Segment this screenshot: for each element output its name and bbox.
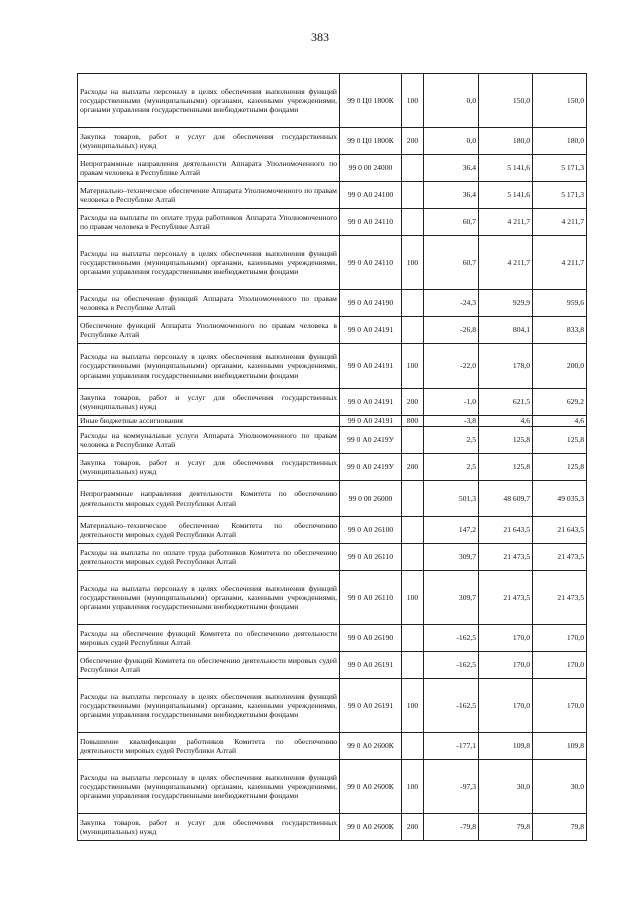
table-row: [78, 652, 587, 679]
row-description: Обеспечение функций Комитета по обеспечению деятельности мировых судей Республики Алтай: [78, 652, 340, 679]
row-expense-type: [402, 290, 424, 317]
row-amount-year-2: 79,8: [533, 814, 587, 841]
row-amount-year-1: 21 643,5: [479, 517, 533, 544]
row-target-code: 99 0 А0 26110: [340, 571, 402, 625]
row-description: Закупка товаров, работ и услуг для обеспечения государственных (муниципальных) нужд: [78, 128, 340, 155]
row-description: Расходы на выплаты по оплате труда работников Аппарата Уполномоченного по правам человека в Республике Алтай: [78, 209, 340, 236]
row-amount-year-2: 170,0: [533, 625, 587, 652]
row-target-code: 99 0 Ц0 1800К: [340, 74, 402, 128]
row-description: Расходы на коммунальные услуги Аппарата Уполномоченного по правам человека в Республике Алтай: [78, 427, 340, 454]
row-expense-type: [402, 544, 424, 571]
row-amount-year-1: 150,0: [479, 74, 533, 128]
row-target-code: 99 0 А0 26110: [340, 544, 402, 571]
table-row: [78, 236, 587, 290]
row-amount-year-1: 178,0: [479, 344, 533, 389]
row-expense-type: [402, 427, 424, 454]
row-expense-type: 100: [402, 760, 424, 814]
row-expense-type: [402, 733, 424, 760]
row-expense-type: 200: [402, 454, 424, 481]
row-target-code: 99 0 00 24000: [340, 155, 402, 182]
row-expense-type: 100: [402, 344, 424, 389]
row-description: Расходы на выплаты по оплате труда работников Комитета по обеспечению деятельности мировых судей Республики Алтай: [78, 544, 340, 571]
table-row: [78, 427, 587, 454]
row-change-amount: -79,8: [424, 814, 479, 841]
row-amount-year-2: 21 643,5: [533, 517, 587, 544]
row-amount-year-1: 170,0: [479, 625, 533, 652]
row-amount-year-2: 4 211,7: [533, 209, 587, 236]
row-target-code: 99 0 А0 24191: [340, 344, 402, 389]
row-amount-year-2: 109,8: [533, 733, 587, 760]
budget-table: [77, 73, 587, 841]
row-expense-type: [402, 517, 424, 544]
row-change-amount: 2,5: [424, 454, 479, 481]
row-target-code: 99 0 А0 24100: [340, 182, 402, 209]
row-change-amount: 309,7: [424, 544, 479, 571]
row-target-code: 99 0 А0 2600К: [340, 733, 402, 760]
table-row: [78, 517, 587, 544]
row-description: Повышение квалификации работников Комитета по обеспечению деятельности мировых судей Республики Алтай: [78, 733, 340, 760]
row-target-code: 99 0 А0 26191: [340, 679, 402, 733]
table-row: [78, 128, 587, 155]
row-amount-year-1: 929,9: [479, 290, 533, 317]
row-amount-year-1: 21 473,5: [479, 544, 533, 571]
row-amount-year-1: 804,1: [479, 317, 533, 344]
row-description: Расходы на выплаты персоналу в целях обеспечения выполнения функций государственными (муниципальными) органами, казенными учреждениями, органами управления государственными внебюджетными фондами: [78, 571, 340, 625]
row-target-code: 99 0 А0 24191: [340, 317, 402, 344]
row-target-code: 99 0 А0 26191: [340, 652, 402, 679]
row-amount-year-2: 49 035,3: [533, 481, 587, 517]
row-target-code: 99 0 А0 24110: [340, 209, 402, 236]
row-amount-year-2: 30,0: [533, 760, 587, 814]
row-expense-type: [402, 652, 424, 679]
row-expense-type: [402, 182, 424, 209]
row-change-amount: 0,0: [424, 74, 479, 128]
row-change-amount: -26,8: [424, 317, 479, 344]
row-target-code: 99 0 А0 24191: [340, 389, 402, 416]
row-description: Расходы на выплаты персоналу в целях обеспечения выполнения функций государственными (муниципальными) органами, казенными учреждениями, органами управления государственными внебюджетными фондами: [78, 74, 340, 128]
row-target-code: 99 0 А0 26100: [340, 517, 402, 544]
row-expense-type: 100: [402, 571, 424, 625]
row-amount-year-2: 170,0: [533, 652, 587, 679]
row-amount-year-1: 30,0: [479, 760, 533, 814]
row-target-code: 99 0 А0 2419У: [340, 454, 402, 481]
row-amount-year-2: 21 473,5: [533, 571, 587, 625]
table-row: [78, 317, 587, 344]
row-amount-year-2: 5 171,3: [533, 182, 587, 209]
row-expense-type: 200: [402, 814, 424, 841]
table-row: [78, 571, 587, 625]
page-number: 383: [311, 30, 329, 44]
row-description: Расходы на выплаты персоналу в целях обеспечения выполнения функций государственными (муниципальными) органами, казенными учреждениями, органами управления государственными внебюджетными фондами: [78, 679, 340, 733]
row-change-amount: -1,0: [424, 389, 479, 416]
table-row: [78, 760, 587, 814]
row-target-code: 99 0 А0 24190: [340, 290, 402, 317]
row-amount-year-2: 170,0: [533, 679, 587, 733]
table-row: [78, 544, 587, 571]
row-target-code: 99 0 А0 24191: [340, 416, 402, 427]
row-expense-type: [402, 209, 424, 236]
row-amount-year-1: 180,0: [479, 128, 533, 155]
row-expense-type: [402, 625, 424, 652]
table-row: [78, 290, 587, 317]
row-change-amount: -162,5: [424, 652, 479, 679]
row-amount-year-1: 5 141,6: [479, 155, 533, 182]
row-change-amount: 0,0: [424, 128, 479, 155]
table-row: [78, 389, 587, 416]
row-amount-year-1: 4 211,7: [479, 209, 533, 236]
table-row: [78, 625, 587, 652]
row-change-amount: -22,0: [424, 344, 479, 389]
row-change-amount: 2,5: [424, 427, 479, 454]
row-change-amount: -97,3: [424, 760, 479, 814]
row-target-code: 99 0 Ц0 1800К: [340, 128, 402, 155]
row-change-amount: -24,3: [424, 290, 479, 317]
row-amount-year-1: 621,5: [479, 389, 533, 416]
table-row: [78, 209, 587, 236]
row-change-amount: 36,4: [424, 182, 479, 209]
row-amount-year-2: 4 211,7: [533, 236, 587, 290]
row-amount-year-2: 4,6: [533, 416, 587, 427]
row-description: Расходы на обеспечение функций Комитета по обеспечению деятельности мировых судей Республики Алтай: [78, 625, 340, 652]
row-amount-year-2: 125,8: [533, 427, 587, 454]
row-amount-year-2: 959,6: [533, 290, 587, 317]
row-change-amount: 501,3: [424, 481, 479, 517]
row-expense-type: 100: [402, 74, 424, 128]
table-row: [78, 74, 587, 128]
row-change-amount: 309,7: [424, 571, 479, 625]
row-amount-year-1: 48 609,7: [479, 481, 533, 517]
row-amount-year-2: 5 171,3: [533, 155, 587, 182]
row-description: Непрограммные направления деятельности Комитета по обеспечению деятельности мировых судей Республики Алтай: [78, 481, 340, 517]
row-amount-year-1: 109,8: [479, 733, 533, 760]
row-amount-year-2: 21 473,5: [533, 544, 587, 571]
row-change-amount: -177,1: [424, 733, 479, 760]
row-amount-year-2: 125,8: [533, 454, 587, 481]
row-expense-type: 800: [402, 416, 424, 427]
table-row: [78, 454, 587, 481]
table-row: [78, 481, 587, 517]
row-expense-type: 100: [402, 236, 424, 290]
row-expense-type: [402, 317, 424, 344]
table-row: [78, 814, 587, 841]
row-expense-type: [402, 481, 424, 517]
table-row: [78, 733, 587, 760]
row-change-amount: 36,4: [424, 155, 479, 182]
row-target-code: 99 0 00 26000: [340, 481, 402, 517]
row-expense-type: 200: [402, 389, 424, 416]
row-expense-type: [402, 155, 424, 182]
row-amount-year-1: 4,6: [479, 416, 533, 427]
row-change-amount: -162,5: [424, 679, 479, 733]
row-target-code: 99 0 А0 26190: [340, 625, 402, 652]
row-target-code: 99 0 А0 24110: [340, 236, 402, 290]
row-description: Расходы на выплаты персоналу в целях обеспечения выполнения функций государственными (муниципальными) органами, казенными учреждениями, органами управления государственными внебюджетными фондами: [78, 236, 340, 290]
row-change-amount: -162,5: [424, 625, 479, 652]
row-amount-year-2: 629,2: [533, 389, 587, 416]
row-target-code: 99 0 А0 2600К: [340, 814, 402, 841]
row-amount-year-1: 170,0: [479, 652, 533, 679]
row-amount-year-1: 4 211,7: [479, 236, 533, 290]
row-description: Непрограммные направления деятельности Аппарата Уполномоченного по правам человека в Республике Алтай: [78, 155, 340, 182]
row-amount-year-2: 180,0: [533, 128, 587, 155]
row-description: Закупка товаров, работ и услуг для обеспечения государственных (муниципальных) нужд: [78, 454, 340, 481]
row-amount-year-2: 833,8: [533, 317, 587, 344]
row-change-amount: 147,2: [424, 517, 479, 544]
table-row: [78, 344, 587, 389]
table-row: [78, 182, 587, 209]
row-target-code: 99 0 А0 2419У: [340, 427, 402, 454]
row-amount-year-1: 79,8: [479, 814, 533, 841]
row-amount-year-1: 170,0: [479, 679, 533, 733]
row-change-amount: 60,7: [424, 209, 479, 236]
row-amount-year-1: 5 141,6: [479, 182, 533, 209]
row-amount-year-2: 200,0: [533, 344, 587, 389]
row-change-amount: -3,8: [424, 416, 479, 427]
row-change-amount: 60,7: [424, 236, 479, 290]
row-description: Расходы на выплаты персоналу в целях обеспечения выполнения функций государственными (муниципальными) органами, казенными учреждениями, органами управления государственными внебюджетными фондами: [78, 344, 340, 389]
row-amount-year-1: 125,8: [479, 427, 533, 454]
row-amount-year-2: 150,0: [533, 74, 587, 128]
row-description: Иные бюджетные ассигнования: [78, 416, 340, 427]
table-row: [78, 416, 587, 427]
row-expense-type: 200: [402, 128, 424, 155]
table-row: [78, 679, 587, 733]
row-amount-year-1: 125,8: [479, 454, 533, 481]
row-description: Обеспечение функций Аппарата Уполномоченного по правам человека в Республике Алтай: [78, 317, 340, 344]
row-description: Закупка товаров, работ и услуг для обеспечения государственных (муниципальных) нужд: [78, 814, 340, 841]
row-description: Материально–техническое обеспечение Аппарата Уполномоченного по правам человека в Республике Алтай: [78, 182, 340, 209]
budget-table-body: [78, 74, 587, 841]
row-target-code: 99 0 А0 2600К: [340, 760, 402, 814]
row-description: Материально–техническое обеспечение Комитета по обеспечению деятельности мировых судей Республики Алтай: [78, 517, 340, 544]
table-row: [78, 155, 587, 182]
row-expense-type: 100: [402, 679, 424, 733]
row-description: Расходы на обеспечение функций Аппарата Уполномоченного по правам человека в Республике Алтай: [78, 290, 340, 317]
row-description: Расходы на выплаты персоналу в целях обеспечения выполнения функций государственными (муниципальными) органами, казенными учреждениями, органами управления государственными внебюджетными фондами: [78, 760, 340, 814]
row-description: Закупка товаров, работ и услуг для обеспечения государственных (муниципальных) нужд: [78, 389, 340, 416]
row-amount-year-1: 21 473,5: [479, 571, 533, 625]
